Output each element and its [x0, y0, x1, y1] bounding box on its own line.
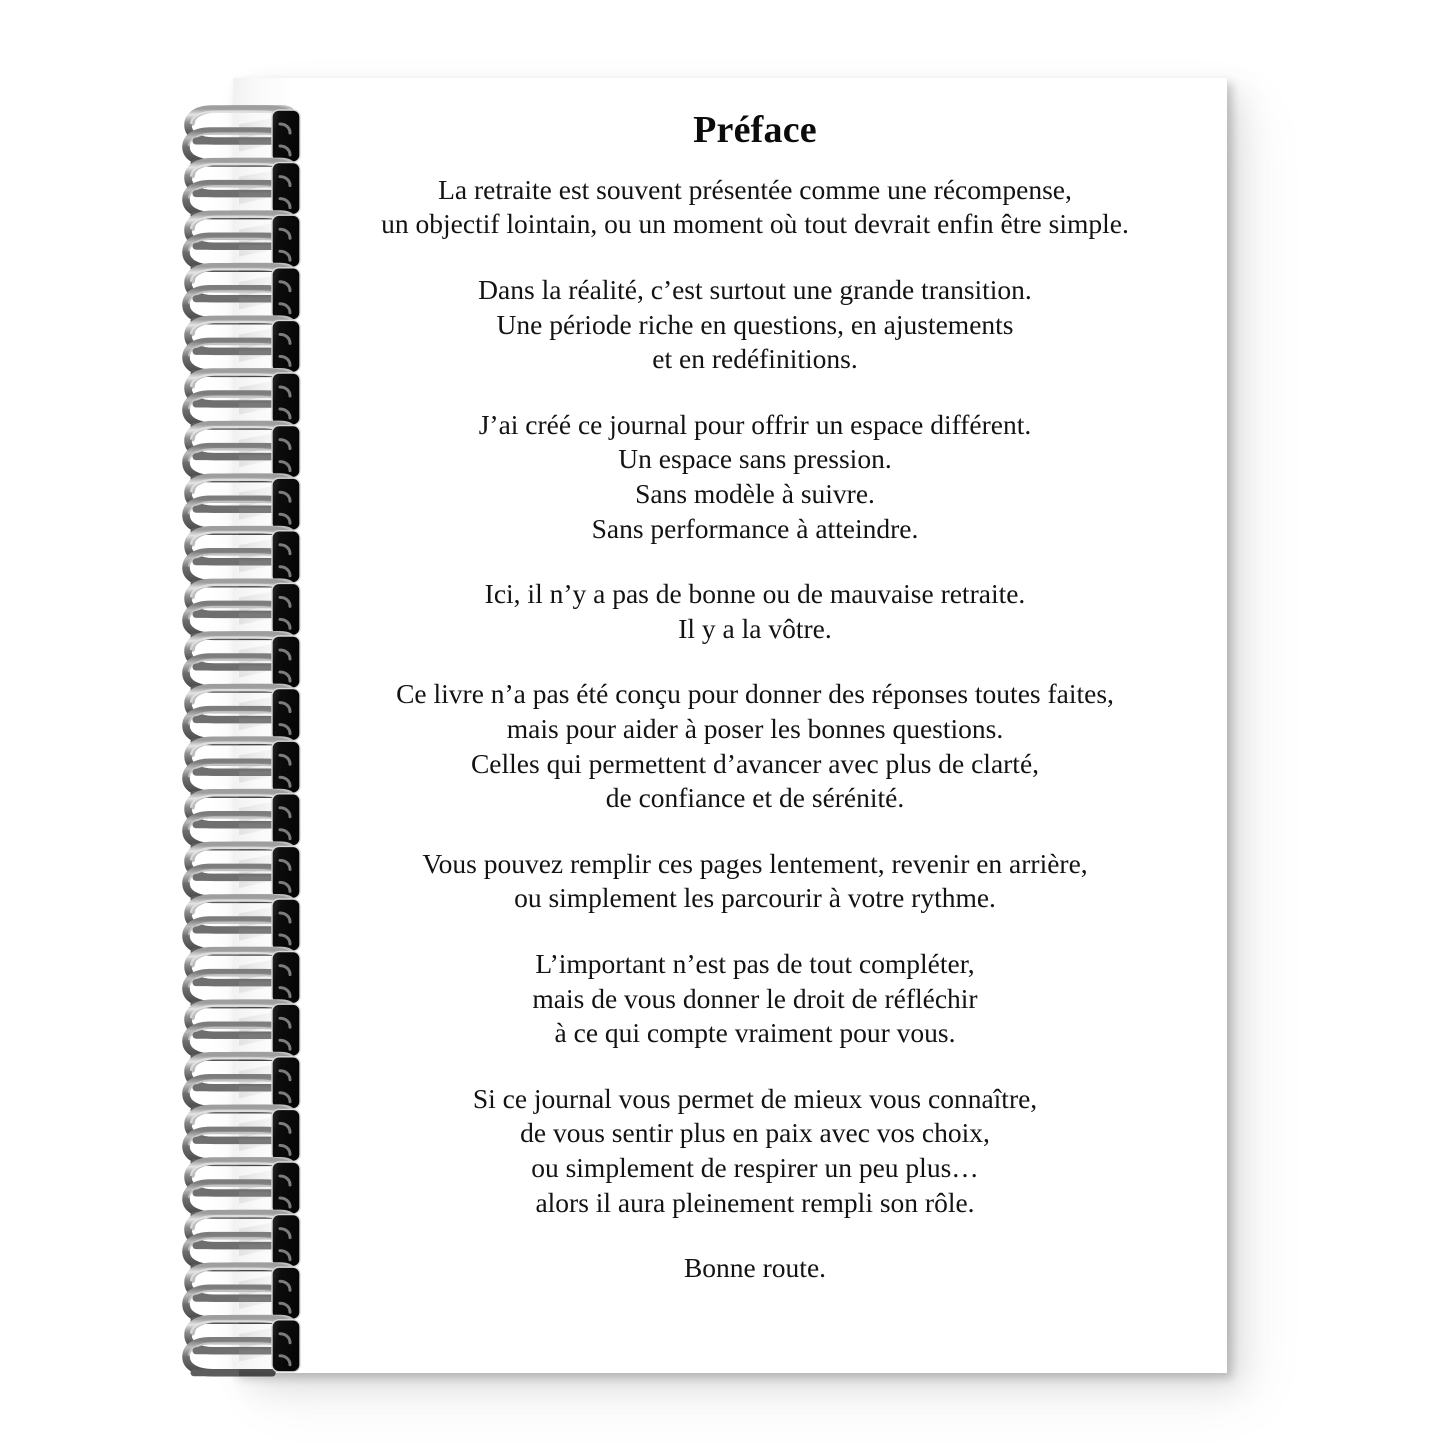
paragraph-line: La retraite est souvent présentée comme une récompense,: [438, 173, 1072, 205]
paragraph-line: Un espace sans pression.: [618, 443, 892, 475]
paragraph-line: de vous sentir plus en paix avec vos choix,: [520, 1117, 990, 1149]
page-content: [233, 78, 1227, 1373]
paragraph: [343, 677, 1167, 815]
paragraph-line: Celles qui permettent d’avancer avec plus de clarté,: [470, 747, 1040, 779]
paragraph: [343, 1082, 1167, 1220]
paragraph-line: un objectif lointain, ou un moment où tout devrait enfin être simple.: [381, 208, 1129, 240]
paragraph: [343, 577, 1167, 646]
paragraph-line: Ce livre n’a pas été conçu pour donner des réponses toutes faites,: [396, 678, 1114, 710]
paragraph: [343, 273, 1167, 377]
paragraph-line: Vous pouvez remplir ces pages lentement, revenir en arrière,: [422, 847, 1088, 879]
paragraph-line: mais pour aider à poser les bonnes questions.: [506, 713, 1004, 745]
paragraph-line: Il y a la vôtre.: [678, 612, 832, 644]
paragraph-line: Ici, il n’y a pas de bonne ou de mauvaise retraite.: [484, 578, 1026, 610]
paragraph: [343, 947, 1167, 1051]
paragraph: [343, 1251, 1167, 1286]
paragraph-line: à ce qui compte vraiment pour vous.: [554, 1017, 956, 1049]
paragraph-line: ou simplement de respirer un peu plus…: [531, 1151, 979, 1183]
paragraph-line: Sans performance à atteindre.: [591, 512, 919, 544]
paragraph: [343, 408, 1167, 546]
preface-body: [343, 173, 1167, 1286]
paragraph-line: Si ce journal vous permet de mieux vous connaître,: [472, 1082, 1038, 1114]
paragraph-line: Une période riche en questions, en ajustements: [496, 308, 1014, 340]
paragraph: [343, 173, 1167, 242]
paragraph-line: J’ai créé ce journal pour offrir un espace différent.: [478, 408, 1032, 440]
paragraph-line: et en redéfinitions.: [652, 343, 858, 375]
page-title: Préface: [693, 109, 817, 151]
paragraph: [343, 847, 1167, 916]
paragraph-line: L’important n’est pas de tout compléter,: [535, 947, 975, 979]
paragraph-line: Sans modèle à suivre.: [635, 478, 875, 510]
paragraph-line: ou simplement les parcourir à votre rythme.: [514, 882, 996, 914]
paragraph-line: de confiance et de sérénité.: [605, 782, 905, 814]
paragraph-line: Dans la réalité, c’est surtout une grande transition.: [478, 274, 1032, 306]
paragraph-line: alors il aura pleinement rempli son rôle.: [535, 1186, 975, 1218]
paragraph-line: Bonne route.: [683, 1252, 827, 1284]
paragraph-line: mais de vous donner le droit de réfléchir: [532, 982, 978, 1014]
